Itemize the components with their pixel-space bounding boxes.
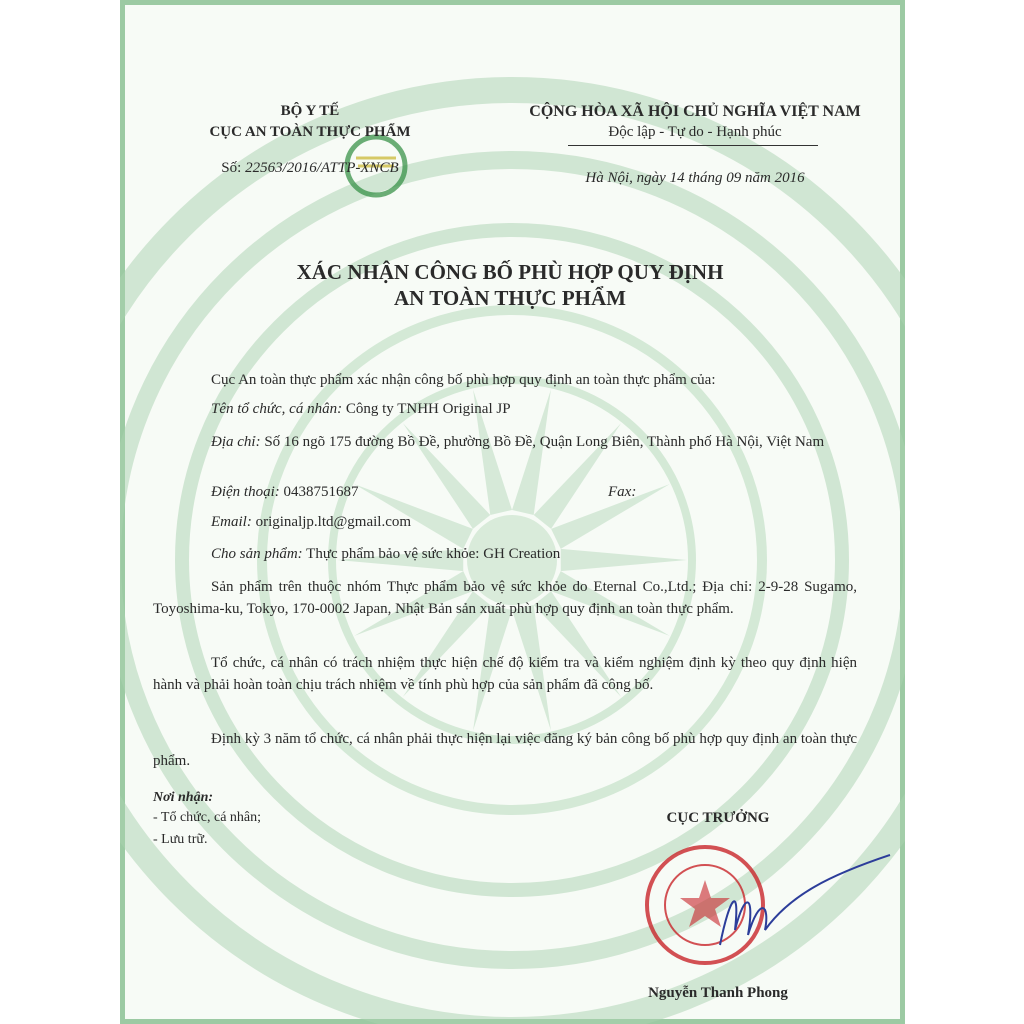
email-value: originaljp.ltd@gmail.com bbox=[251, 514, 412, 530]
signer-position: CỤC TRƯỞNG bbox=[666, 810, 770, 826]
address-line bbox=[153, 431, 857, 453]
department-name: CỤC AN TOÀN THỰC PHẨM bbox=[209, 124, 411, 140]
number-value: 22563/2016/ATTP-XNCB bbox=[245, 160, 399, 176]
product-value: Thực phẩm bảo vệ sức khỏe: GH Creation bbox=[302, 546, 561, 562]
phone-label: Điện thoại: bbox=[211, 484, 280, 500]
document-number bbox=[221, 160, 398, 177]
signer-name: Nguyễn Thanh Phong bbox=[648, 985, 788, 1001]
phone-line bbox=[211, 484, 359, 501]
intro-text: Cục An toàn thực phẩm xác nhận công bố phù hợp quy định an toàn thực phẩm của: bbox=[211, 372, 716, 388]
phone-value: 0438751687 bbox=[279, 484, 359, 500]
recipients-label: Nơi nhận: bbox=[153, 790, 214, 805]
org-label: Tên tổ chức, cá nhân: bbox=[211, 401, 343, 417]
ministry-name: BỘ Y TẾ bbox=[280, 103, 340, 119]
org-value: Công ty TNHH Original JP bbox=[342, 401, 511, 417]
certificate-document bbox=[120, 0, 905, 1024]
document-title-line2: AN TOÀN THỰC PHẨM bbox=[394, 286, 626, 310]
org-line bbox=[211, 401, 511, 418]
product-line bbox=[211, 546, 560, 563]
address-value: Số 16 ngõ 175 đường Bồ Đề, phường Bồ Đề, Quận Long Biên, Thành phố Hà Nội, Việt Nam bbox=[260, 434, 825, 450]
email-label: Email: bbox=[211, 514, 252, 530]
motto-underline bbox=[568, 145, 818, 146]
document-title-line1: XÁC NHẬN CÔNG BỐ PHÙ HỢP QUY ĐỊNH bbox=[296, 260, 724, 284]
paragraph-responsibility: Tổ chức, cá nhân có trách nhiệm thực hiện chế độ kiểm tra và kiểm nghiệm định kỳ theo quy định hiện hành và phải hoàn toàn chịu trách nhiệm về tính phù hợp của sản phẩm đã công bố. bbox=[153, 655, 857, 693]
official-stamp bbox=[630, 835, 900, 985]
paragraph-renewal: Định kỳ 3 năm tổ chức, cá nhân phải thực hiện lại việc đăng ký bản công bố phù hợp quy định an toàn thực phẩm. bbox=[153, 731, 857, 769]
paragraph-manufacturer: Sản phẩm trên thuộc nhóm Thực phẩm bảo vệ sức khỏe do Eternal Co.,Ltd.; Địa chỉ: 2-9-28 Sugamo, Toyoshima-ku, Tokyo, 170-0002 Japan, Nhật Bản sản xuất phù hợp quy định an toàn thực phẩm. bbox=[153, 579, 857, 617]
fax-label: Fax: bbox=[608, 484, 637, 500]
motto: Độc lập - Tự do - Hạnh phúc bbox=[608, 124, 782, 140]
product-label: Cho sản phẩm: bbox=[211, 546, 303, 562]
address-label: Địa chỉ: bbox=[211, 434, 261, 450]
number-label: Số: bbox=[221, 160, 242, 176]
recipient-item: - Lưu trữ. bbox=[153, 832, 208, 847]
country-name: CỘNG HÒA XÃ HỘI CHỦ NGHĨA VIỆT NAM bbox=[529, 103, 861, 120]
email-line bbox=[211, 514, 411, 531]
watermark-ray bbox=[561, 549, 687, 571]
recipient-item: - Tổ chức, cá nhân; bbox=[153, 810, 262, 825]
issue-date: Hà Nội, ngày 14 tháng 09 năm 2016 bbox=[585, 170, 805, 186]
